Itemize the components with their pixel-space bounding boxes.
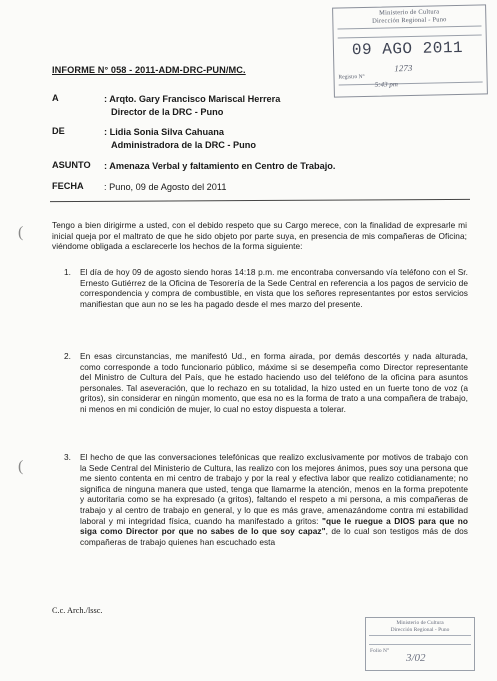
label-a: A bbox=[52, 93, 59, 103]
stamp-date: 09 AGO 2011 bbox=[351, 38, 464, 60]
sender: : Lidia Sonia Silva Cahuana Administradora de la DRC - Puno bbox=[104, 127, 256, 150]
item-paragraph-1: El día de hoy 09 de agosto siendo horas 14:18 p.m. me encontraba conversando vía teléfono con el Sr. Ernesto Gutiérrez de la Oficina de Tesorería de la Sede Central en referencia a los pagos de servicio de correspondencia y compra de combustible, en vista que los señores representantes por estos servicios manifiestan que aun no se les ha pagado desde el mes marzo del presente. bbox=[80, 267, 468, 309]
recipient: : Arqto. Gary Francisco Mariscal Herrera Director de la DRC - Puno bbox=[104, 94, 281, 117]
informe-number: INFORME N° 058 - 2011-ADM-DRC-PUN/MC. bbox=[52, 65, 246, 75]
item-number: 3. bbox=[64, 452, 71, 462]
item-paragraph-3: El hecho de que las conversaciones telefónicas que realizo exclusivamente por motivos de trabajo con la Sede Central del Ministerio de Cultura, las realizo con los mejores ánimos, pues soy una persona que me siento contenta en mi centro de trabajo y por la real y efectiva labor que realizo cotidianamente; no significa de ninguna manera que usted, tenga que llamarme la atención, menos en la forma prepotente y autoritaria como se ha expresado (a gritos), faltando el respeto a mi persona, a mis compañeras de trabajo y al centro de trabajo en general, y lo que es más grave, amenazándome contra mi estabilidad laboral y mi integridad física, cuando ha manifestado a gritos: "que le ruegue a DIOS para que no siga como Director por que no sabes de lo que soy capaz", de lo cual son testigos más de dos compañeras de trabajo quienes han escuchado esta bbox=[80, 452, 469, 547]
label-de: DE bbox=[52, 126, 65, 136]
item-number: 2. bbox=[64, 351, 71, 361]
subject: : Amenaza Verbal y faltamiento en Centro de Trabajo. bbox=[104, 161, 336, 171]
reception-stamp bbox=[332, 4, 488, 97]
margin-mark: ( bbox=[18, 224, 24, 241]
folio-number: 3/02 bbox=[406, 652, 426, 664]
stamp-registro: Registro N° bbox=[338, 73, 365, 81]
label-fecha: FECHA bbox=[52, 181, 84, 191]
item-paragraph-2: En esas circunstancias, me manifestó Ud., en forma airada, por demás descortés y nada alturada, como corresponde a todo funcionario público, máxime si se desempeña como Director representante del Ministro de Cultura del País, que he estado haciendo uso del teléfono de la oficina para asuntos personales. Tal aseveración, que lo rechazo en su totalidad, la hizo usted en un fuerte tono de voz (a gritos), sin considerar en ningún momento, que esa no es la forma de trato a una compañera de trabajo, ni menos en mi condición de mujer, lo cual no estoy dispuesta a tolerar. bbox=[80, 351, 468, 414]
margin-mark: ( bbox=[18, 458, 24, 475]
label-asunto: ASUNTO bbox=[52, 160, 91, 170]
stamp-signature: 5:43 pm bbox=[374, 80, 398, 89]
carbon-copy: C.c. Arch./lssc. bbox=[52, 606, 103, 615]
folio-label: Folio N° bbox=[370, 648, 390, 654]
stamp-number: 1273 bbox=[394, 62, 413, 74]
header-divider bbox=[50, 199, 470, 202]
item-number: 1. bbox=[64, 267, 71, 277]
stamp-org: Ministerio de Cultura Dirección Regional - Puno bbox=[372, 8, 447, 25]
quoted-threat: "que le ruegue a DIOS para que no siga como Director por que no sabes de lo que soy capaz" bbox=[80, 515, 468, 537]
date-value: : Puno, 09 de Agosto del 2011 bbox=[104, 182, 227, 192]
intro-paragraph: Tengo a bien dirigirme a usted, con el debido respeto que su Cargo merece, con la finalidad de expresarle mi inicial queja por el maltrato de que he sido objeto por parte suya, en presencia de mis compañeras de Oficina; viéndome obligada a esclarecerle los hechos de la forma siguiente: bbox=[52, 220, 467, 252]
folio-stamp: Ministerio de Cultura Dirección Regional - Puno Folio N° 3/02 bbox=[365, 617, 475, 671]
